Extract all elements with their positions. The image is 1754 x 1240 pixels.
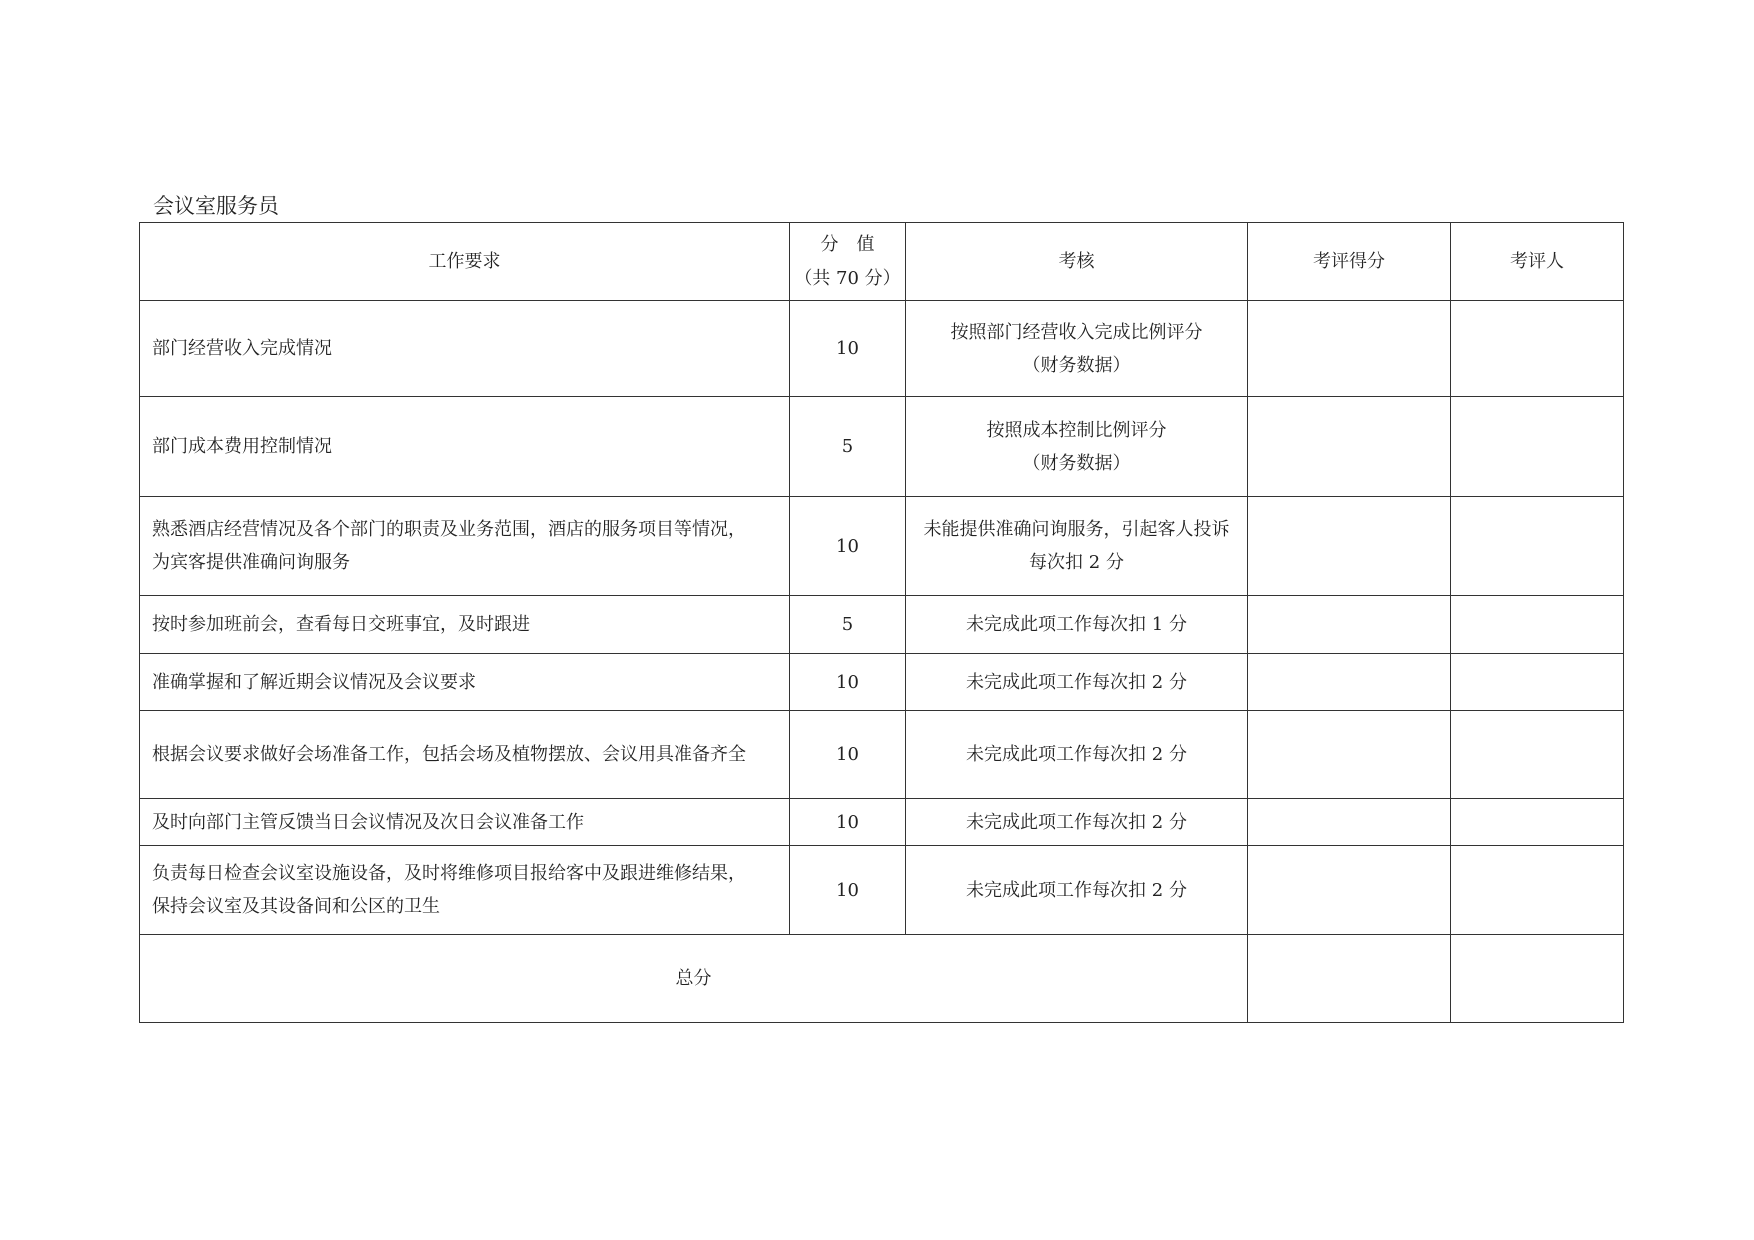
rater-cell[interactable] [1451, 301, 1624, 397]
assessment-text: 未完成此项工作每次扣 2 分 [966, 671, 1187, 693]
requirement-text: 部门成本费用控制情况 [152, 436, 332, 457]
score-cell: 5 [790, 596, 906, 654]
rating-score-cell[interactable] [1248, 596, 1451, 654]
assessment-text: 未完成此项工作每次扣 2 分 [966, 811, 1187, 833]
assessment-text: 未完成此项工作每次扣 2 分 [966, 744, 1187, 765]
table-row [140, 301, 1624, 397]
header-score [790, 223, 906, 301]
table-row [140, 711, 1624, 799]
requirement-text: 准确掌握和了解近期会议情况及会议要求 [152, 671, 476, 693]
assessment-cell [906, 596, 1248, 654]
assessment-cell [906, 799, 1248, 846]
requirement-cell [140, 654, 790, 711]
requirement-text: 熟悉酒店经营情况及各个部门的职责及业务范围，酒店的服务项目等情况， [152, 519, 746, 540]
assessment-text: （财务数据） [1022, 452, 1131, 474]
score-cell: 10 [790, 301, 906, 397]
assessment-text: 按照部门经营收入完成比例评分 [950, 321, 1203, 343]
requirement-cell [140, 497, 790, 596]
rating-score-cell[interactable] [1248, 799, 1451, 846]
rating-score-cell[interactable] [1248, 846, 1451, 935]
score-cell: 10 [790, 654, 906, 711]
score-cell: 10 [790, 497, 906, 596]
assessment-cell [906, 846, 1248, 935]
rater-cell[interactable] [1451, 799, 1624, 846]
requirement-cell [140, 596, 790, 654]
requirement-text: 及时向部门主管反馈当日会议情况及次日会议准备工作 [152, 811, 584, 833]
table-row [140, 596, 1624, 654]
rater-cell[interactable] [1451, 596, 1624, 654]
table-row [140, 397, 1624, 497]
assessment-text: 未完成此项工作每次扣 2 分 [966, 879, 1187, 901]
rating-score-cell[interactable] [1248, 497, 1451, 596]
requirement-text: 根据会议要求做好会场准备工作，包括会场及植物摆放、会议用具准备齐全 [152, 744, 746, 765]
assessment-text: 每次扣 2 分 [1029, 552, 1124, 573]
assessment-text: 未能提供准确问询服务，引起客人投诉 [923, 519, 1230, 540]
table-row [140, 799, 1624, 846]
requirement-text: 按时参加班前会，查看每日交班事宜，及时跟进 [152, 614, 530, 635]
header-score-total: （共 70 分） [794, 267, 901, 289]
header-assessment: 考核 [906, 223, 1248, 301]
assessment-cell [906, 397, 1248, 497]
rater-cell[interactable] [1451, 711, 1624, 799]
score-cell: 10 [790, 799, 906, 846]
assessment-text: （财务数据） [1022, 354, 1131, 376]
requirement-cell [140, 397, 790, 497]
rating-score-cell[interactable] [1248, 711, 1451, 799]
requirement-cell [140, 799, 790, 846]
evaluation-table [139, 222, 1624, 1023]
rating-score-cell[interactable] [1248, 301, 1451, 397]
requirement-text: 为宾客提供准确问询服务 [152, 552, 350, 573]
assessment-cell [906, 497, 1248, 596]
total-rater-cell[interactable] [1451, 935, 1624, 1023]
rating-score-cell[interactable] [1248, 397, 1451, 497]
total-label: 总分 [140, 935, 1248, 1023]
rater-cell[interactable] [1451, 654, 1624, 711]
score-cell: 5 [790, 397, 906, 497]
header-score-label: 分 值 [820, 233, 875, 255]
assessment-cell [906, 301, 1248, 397]
requirement-cell [140, 711, 790, 799]
table-row [140, 654, 1624, 711]
requirement-cell [140, 846, 790, 935]
header-rating-score: 考评得分 [1248, 223, 1451, 301]
assessment-cell [906, 654, 1248, 711]
table-header-row [140, 223, 1624, 301]
rater-cell[interactable] [1451, 846, 1624, 935]
requirement-cell [140, 301, 790, 397]
rater-cell[interactable] [1451, 397, 1624, 497]
table-row [140, 497, 1624, 596]
rating-score-cell[interactable] [1248, 654, 1451, 711]
table-row [140, 846, 1624, 935]
assessment-text: 未完成此项工作每次扣 1 分 [966, 614, 1187, 635]
score-cell: 10 [790, 846, 906, 935]
total-score-cell[interactable] [1248, 935, 1451, 1023]
header-requirement: 工作要求 [140, 223, 790, 301]
page-title: 会议室服务员 [153, 194, 279, 218]
requirement-text: 负责每日检查会议室设施设备，及时将维修项目报给客中及跟进维修结果， [152, 863, 746, 884]
requirement-text: 部门经营收入完成情况 [152, 338, 332, 359]
total-row [140, 935, 1624, 1023]
score-cell: 10 [790, 711, 906, 799]
requirement-text: 保持会议室及其设备间和公区的卫生 [152, 896, 440, 917]
assessment-cell [906, 711, 1248, 799]
header-rater: 考评人 [1451, 223, 1624, 301]
rater-cell[interactable] [1451, 497, 1624, 596]
assessment-text: 按照成本控制比例评分 [986, 419, 1167, 441]
